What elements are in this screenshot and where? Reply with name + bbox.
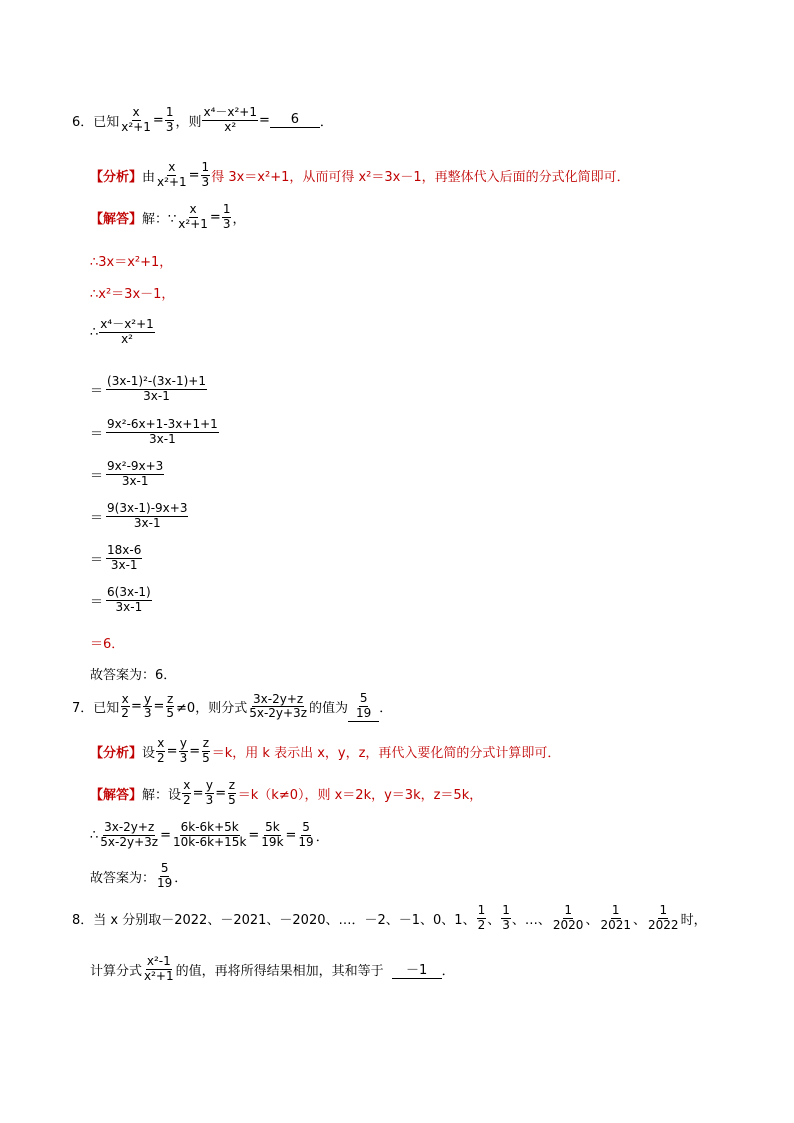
q7-solution: 【解答】 解：设 $\frac{x}{2}$ = $\frac{y}{3}$ = $\frac{z}{5}$ ＝k（k≠0），则 x＝2k，y＝3k，z＝5k，	[90, 778, 483, 807]
q6-chain-3: ＝ 9x²-9x+3 3x-1	[90, 459, 164, 488]
q8-number: 8．	[72, 912, 94, 928]
q7-conclusion: 故答案为： 5 19 ．	[90, 861, 188, 890]
q6-fraction-x: $\frac{x}{\text{x²+1}}$	[121, 105, 151, 134]
q6-chain-2: ＝ 9x²-6x+1-3x+1+1 3x-1	[90, 417, 218, 446]
q6-stem: 6． 已知 $\frac{x}{\text{x²+1}}$ = $\frac{1}{3}$ ，则 $\frac{\text{x⁴－x²+1}}{\text{x²}}$ = 6 ．	[72, 105, 333, 134]
q6-analysis: 【分析】 由 $\frac{x}{\text{x²+1}}$ = $\frac{1}{3}$ 得 3x＝x²+1，从而可得 x²＝3x－1，再整体代入后面的分式化简即可．	[90, 160, 630, 189]
q7-number: 7．	[72, 701, 94, 717]
q6-chain-4: ＝ 9(3x-1)-9x+3 3x-1	[90, 501, 188, 530]
q6-text: 已知	[93, 114, 120, 130]
q6-chain-6: ＝ 6(3x-1) 3x-1	[90, 585, 151, 614]
q6-final: ＝6．	[90, 637, 125, 652]
q6-step2: ∴x²＝3x－1，	[90, 287, 175, 302]
q6-chain-1: ＝ (3x-1)²-(3x-1)+1 3x-1	[90, 374, 206, 403]
q7-answer-blank: 5 19	[348, 692, 379, 722]
q6-solution: 【解答】 解：∵ $\frac{x}{\text{x²+1}}$ = $\frac{1}{3}$ ，	[90, 202, 246, 231]
q7-analysis: 【分析】 设 $\frac{x}{2}$ = $\frac{y}{3}$ = $\frac{z}{5}$ ＝k，用 k 表示出 x，y，z，再代入要化简的分式计算即可．	[90, 736, 561, 765]
q7-stem: 7． 已知 $\frac{x}{2}$ = $\frac{y}{3}$ = $\frac{z}{5}$ ≠0，则分式 3x-2y+z 5x-2y+3z 的值为 5 19 ．	[72, 691, 393, 721]
q8-stem-line1: 8． 当 x 分别取－2022、－2021、－2020、…．－2、－1、0、1、 1 2 、 1 3 、…、 1 2020 、 1 2021 、 1 2022 时，	[72, 903, 707, 932]
q6-number: 6．	[72, 114, 94, 130]
q6-chain-5: ＝ 18x-6 3x-1	[90, 543, 142, 572]
q7-expression: 3x-2y+z 5x-2y+3z	[249, 691, 307, 721]
q8-answer-blank: －1	[392, 959, 442, 979]
solution-tag: 【解答】	[90, 211, 143, 227]
q6-fraction-third: $\frac{1}{3}$	[165, 105, 174, 134]
q6-step3: ∴ x⁴－x²+1 x²	[90, 317, 154, 346]
q6-conclusion: 故答案为：6．	[90, 668, 177, 683]
q8-stem-line2: 计算分式 x²-1 x²+1 的值，再将所得结果相加，其和等于 －1 ．	[90, 954, 455, 983]
q7-calc: ∴ $\frac{3x-2y+z}{5x-2y+3z}$ = $\frac{6k-6k+5k}{10k-6k+15k}$ = $\frac{5k}{19k}$ = $\frac{5}{19}$ ．	[90, 820, 329, 849]
q6-answer-blank: 6	[270, 112, 320, 128]
analysis-tag: 【分析】	[90, 169, 143, 185]
q6-step1: ∴3x＝x²+1，	[90, 255, 173, 270]
q6-fraction-target: $\frac{\text{x⁴－x²+1}}{\text{x²}}$	[203, 105, 257, 134]
